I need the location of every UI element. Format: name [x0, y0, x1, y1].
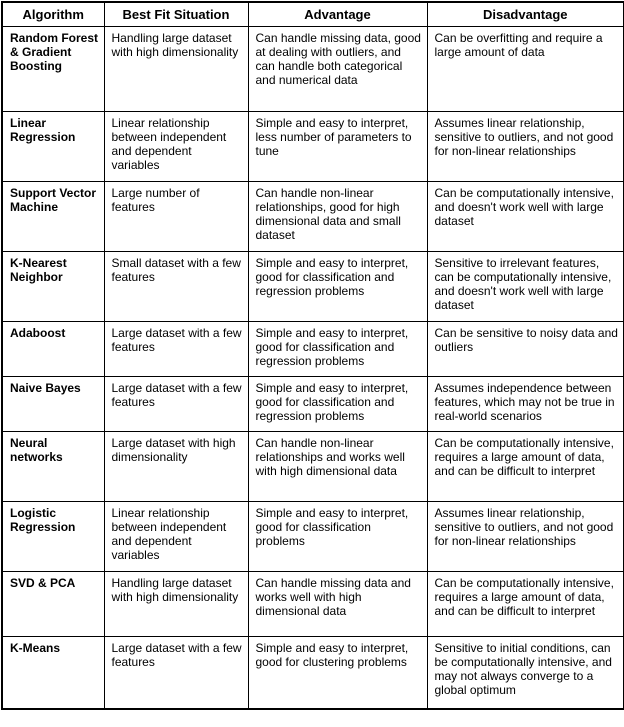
advantage-cell: Can handle missing data and works well with high dimensional data [248, 572, 427, 637]
disadvantage-cell: Sensitive to irrelevant features, can be computationally intensive, and doesn't work well with large dataset [427, 252, 624, 322]
disadvantage-cell: Can be computationally intensive, and doesn't work well with large dataset [427, 182, 624, 252]
table-row [2, 432, 624, 502]
table-row [2, 112, 624, 182]
advantage-cell: Can handle non-linear relationships, good for high dimensional data and small dataset [248, 182, 427, 252]
algorithm-cell: Logistic Regression [2, 502, 104, 572]
best-fit-cell: Handling large dataset with high dimensionality [104, 572, 248, 637]
best-fit-cell: Linear relationship between independent and dependent variables [104, 502, 248, 572]
advantage-cell: Simple and easy to interpret, good for classification and regression problems [248, 377, 427, 432]
table-row [2, 377, 624, 432]
advantage-cell: Simple and easy to interpret, good for classification problems [248, 502, 427, 572]
advantage-cell: Simple and easy to interpret, good for classification and regression problems [248, 322, 427, 377]
advantage-cell: Simple and easy to interpret, good for clustering problems [248, 637, 427, 709]
algorithm-cell: K-Means [2, 637, 104, 709]
algorithm-cell: Adaboost [2, 322, 104, 377]
disadvantage-cell: Can be sensitive to noisy data and outliers [427, 322, 624, 377]
disadvantage-cell: Assumes linear relationship, sensitive to outliers, and not good for non-linear relationships [427, 502, 624, 572]
col-header-advantage: Advantage [248, 2, 427, 27]
algorithm-cell: K-Nearest Neighbor [2, 252, 104, 322]
best-fit-cell: Large dataset with a few features [104, 322, 248, 377]
disadvantage-cell: Assumes linear relationship, sensitive to outliers, and not good for non-linear relationships [427, 112, 624, 182]
disadvantage-cell: Can be computationally intensive, requires a large amount of data, and can be difficult to interpret [427, 432, 624, 502]
algorithm-cell: Linear Regression [2, 112, 104, 182]
best-fit-cell: Large number of features [104, 182, 248, 252]
col-header-algorithm: Algorithm [2, 2, 104, 27]
best-fit-cell: Linear relationship between independent and dependent variables [104, 112, 248, 182]
header-row [2, 2, 624, 27]
table-row [2, 637, 624, 709]
algorithm-cell: Random Forest & Gradient Boosting [2, 27, 104, 112]
best-fit-cell: Small dataset with a few features [104, 252, 248, 322]
best-fit-cell: Handling large dataset with high dimensionality [104, 27, 248, 112]
table-row [2, 182, 624, 252]
col-header-best-fit-situation: Best Fit Situation [104, 2, 248, 27]
advantage-cell: Can handle non-linear relationships and works well with high dimensional data [248, 432, 427, 502]
advantage-cell: Simple and easy to interpret, less number of parameters to tune [248, 112, 427, 182]
table-row [2, 27, 624, 112]
best-fit-cell: Large dataset with a few features [104, 377, 248, 432]
table-row [2, 572, 624, 637]
advantage-cell: Simple and easy to interpret, good for classification and regression problems [248, 252, 427, 322]
col-header-disadvantage: Disadvantage [427, 2, 624, 27]
table-row [2, 252, 624, 322]
advantage-cell: Can handle missing data, good at dealing with outliers, and can handle both categorical and numerical data [248, 27, 427, 112]
disadvantage-cell: Assumes independence between features, which may not be true in real-world scenarios [427, 377, 624, 432]
algorithm-cell: SVD & PCA [2, 572, 104, 637]
algorithm-comparison-table [1, 1, 624, 710]
table-row [2, 502, 624, 572]
best-fit-cell: Large dataset with a few features [104, 637, 248, 709]
table-row [2, 322, 624, 377]
algorithm-cell: Support Vector Machine [2, 182, 104, 252]
disadvantage-cell: Can be computationally intensive, requires a large amount of data, and can be difficult to interpret [427, 572, 624, 637]
disadvantage-cell: Sensitive to initial conditions, can be computationally intensive, and may not always converge to a global optimum [427, 637, 624, 709]
disadvantage-cell: Can be overfitting and require a large amount of data [427, 27, 624, 112]
best-fit-cell: Large dataset with high dimensionality [104, 432, 248, 502]
algorithm-cell: Naive Bayes [2, 377, 104, 432]
algorithm-cell: Neural networks [2, 432, 104, 502]
